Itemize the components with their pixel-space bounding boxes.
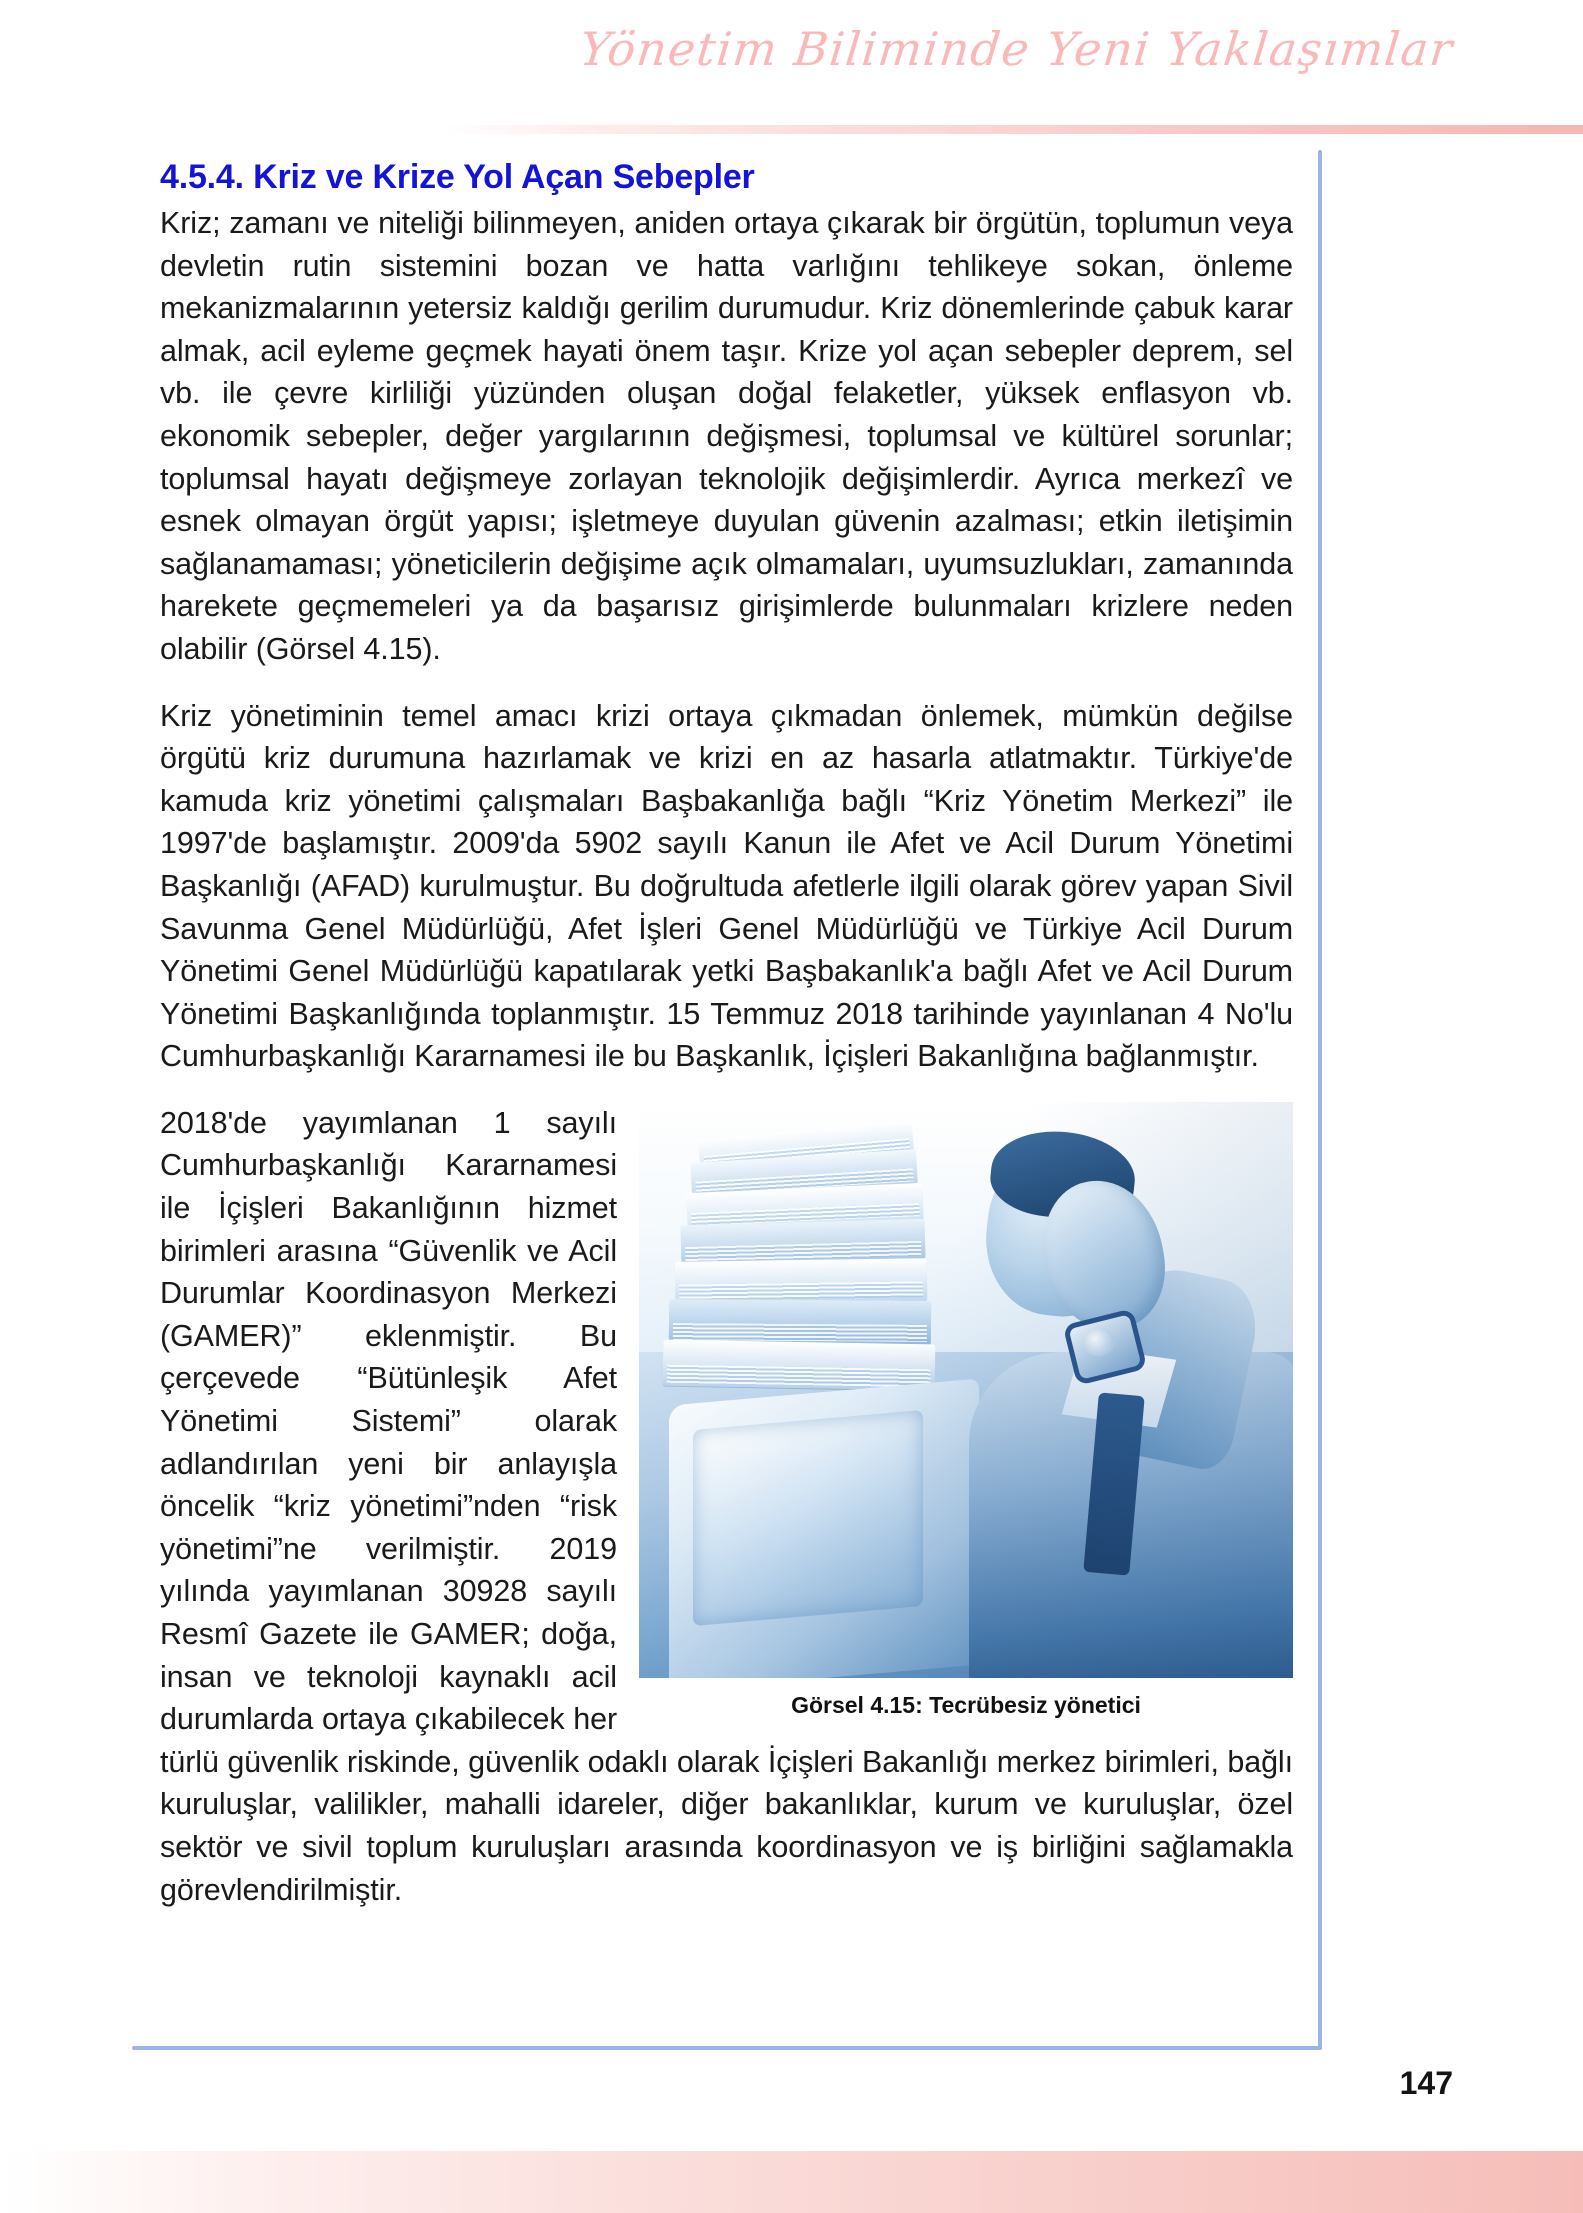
paragraph-2: Kriz yönetiminin temel amacı krizi ortaya çıkmadan önlemek, mümkün değilse örgütü kriz durumuna hazırlamak ve krizi en az hasarla atlatmaktır. Türkiye'de kamuda kriz yönetimi çalışmaları Başbakanlığa bağlı “Kriz Yönetim Merkezi” ile 1997'de başlamıştır. 2009'da 5902 sayılı Kanun ile Afet ve Acil Durum Yönetimi Başkanlığı (AFAD) kurulmuştur. Bu doğrultuda afetlerle ilgili olarak görev yapan Sivil Savunma Genel Müdürlüğü, Afet İşleri Genel Müdürlüğü ve Türkiye Acil Durum Yönetimi Genel Müdürlüğü kapatılarak yetki Başbakanlık'a bağlı Afet ve Acil Durum Yönetimi Başkanlığında toplanmıştır. 15 Temmuz 2018 tarihinde yayınlanan 4 No'lu Cumhurbaşkanlığı Kararnamesi ile bu Başkanlık, İçişleri Bakanlığına bağlanmıştır. (160, 698, 1293, 1074)
text-column (160, 158, 1293, 1911)
page-header (0, 0, 1583, 128)
footer-gradient-band (0, 2151, 1583, 2213)
page-number: 147 (1399, 2065, 1453, 2101)
running-header-title: Yönetim Biliminde Yeni Yaklaşımlar (576, 22, 1456, 76)
frame-right-rule (1318, 150, 1322, 2050)
figure-image (639, 1102, 1293, 1678)
figure-gorsel-4-15 (639, 1102, 1293, 1719)
photo-overlay-shading (639, 1102, 1293, 1678)
header-gradient-rule (0, 125, 1583, 134)
frame-bottom-rule (132, 2046, 1322, 2050)
paragraph-1: Kriz; zamanı ve niteliği bilinmeyen, aniden ortaya çıkarak bir örgütün, toplumun veya devletin rutin sistemini bozan ve hatta varlığını tehlikeye sokan, önleme mekanizmalarının yetersiz kaldığı gerilim durumudur. Kriz dönemlerinde çabuk karar almak, acil eyleme geçmek hayati önem taşır. Krize yol açan sebepler deprem, sel vb. ile çevre kirliliği yüzünden oluşan doğal felaketler, yüksek enflasyon vb. ekonomik sebepler, değer yargılarının değişmesi, toplumsal ve kültürel sorunlar; toplumsal hayatı değişmeye zorlayan teknolojik değişimlerdir. Ayrıca merkezî ve esnek olmayan örgüt yapısı; işletmeye duyulan güvenin azalması; etkin iletişimin sağlanamaması; yöneticilerin değişime açık olmamaları, uyumsuzlukları, zamanında harekete geçmemeleri ya da başarısız girişimlerde bulunmaları krizlere neden olabilir (Görsel 4.15). (160, 206, 1293, 666)
text-with-figure-block (160, 1102, 1293, 1911)
figure-caption: Görsel 4.15: Tecrübesiz yönetici (791, 1691, 1141, 1718)
paragraph-3: 2018'de yayımlanan 1 sayılı Cumhurbaşkanlığı Kararnamesi ile İçişleri Bakanlığının hizmet birimleri arasına “Güvenlik ve Acil Durumlar Koordinasyon Merkezi (GAMER)” eklenmiştir. Bu çerçevede “Bütünleşik Afet Yönetimi Sistemi” olarak adlandırılan yeni bir anlayışla öncelik “kriz yönetimi”nden “risk yönetimi”ne verilmiştir. 2019 yılında yayımlanan 30928 sayılı Resmî Gazete ile GAMER; doğa, insan ve teknoloji kaynaklı acil durumlarda ortaya çıkabilecek her türlü güvenlik riskinde, güvenlik odaklı olarak İçişleri Bakanlığı merkez birimleri, bağlı kuruluşlar, valilikler, mahalli idareler, diğer bakanlıklar, kurum ve kuruluşlar, özel sektör ve sivil toplum kuruluşları arasında koordinasyon ve iş birliğini sağlamakla görevlendirilmiştir. (160, 1105, 1293, 1907)
section-heading: 4.5.4. Kriz ve Krize Yol Açan Sebepler (160, 158, 755, 196)
